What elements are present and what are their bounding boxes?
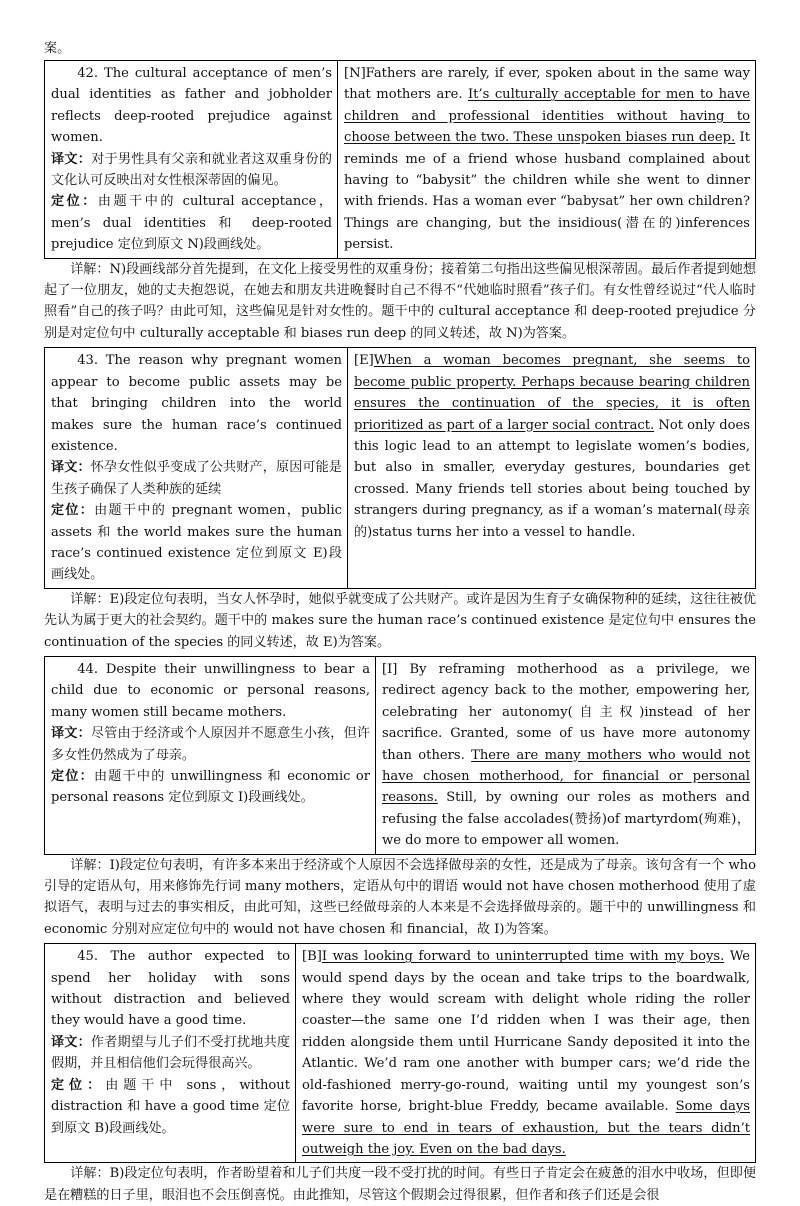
passage-text: [I] By reframing motherhood as a privilege, we redirect agency back to the mother, empowering her, celebrating her autonomy(自主权)instead of her sacrifice. Granted, some of us have more autonomy than others.: [382, 661, 750, 763]
translation-text: 作者期望与儿子们不受打扰地共度假期，并且相信他们会玩得很高兴。: [51, 1034, 291, 1072]
translation-label: 译文：: [51, 460, 91, 476]
question-table-45: [44, 943, 756, 1163]
location-text: 由题干中 sons，without distraction 和 have a good time 定位到原文 B)段画线处。: [51, 1077, 291, 1136]
question-text: 44. Despite their unwillingness to bear a child due to economic or personal reasons, many women still became mothers.: [51, 661, 370, 720]
underlined-passage: It’s culturally acceptable for men to have children and professional identities without having to choose between the two. These unspoken biases run deep.: [344, 87, 750, 146]
question-text: 42. The cultural acceptance of men’s dual identities as father and jobholder reflects deep-rooted prejudice against women.: [51, 66, 332, 146]
location-text: 由题干中的 cultural acceptance，men’s dual identities 和 deep-rooted prejudice 定位到原文 N)段画线处。: [51, 194, 333, 253]
question-cell: [45, 944, 296, 1163]
question-table-43: [44, 347, 756, 588]
passage-text: [N]Fathers are rarely, if ever, spoken about in the same way that mothers are.: [344, 66, 750, 103]
passage-text: Still, by owning our roles as mothers and refusing the false accolades(赞扬)of martyrdom(殉难)， we do more to empower all women.: [382, 790, 750, 849]
location-label: 定位：: [51, 503, 95, 519]
question-cell: [45, 61, 338, 259]
translation-text: 怀孕女性似乎变成了公共财产，原因可能是生孩子确保了人类种族的延续: [51, 460, 343, 497]
underlined-passage: I was looking forward to uninterrupted time with my boys.: [321, 949, 725, 965]
explanation-45: 详解：B)段定位句表明，作者盼望着和儿子们共度一段不受打扰的时间。有些日子肯定会在疲惫的泪水中收场，但即便是在糟糕的日子里，眼泪也不会压倒喜悦。由此推知，尽管这个假期会过得很累，但作者和孩子们还是会很: [44, 1166, 756, 1203]
translation-label: 译文：: [51, 1034, 91, 1050]
explanation-42: 详解：N)段画线部分首先提到，在文化上接受男性的双重身份；接着第二句指出这些偏见根深蒂固。最后作者提到她想起了一位朋友，她的丈夫抱怨说，在她去和朋友共进晚餐时自己不得不“代她临时照看”孩子们。有女性曾经说过“代人临时照看”自己的孩子吗？由此可知，这些偏见是针对女性的。题干中的 cultural acceptance 和 deep-rooted prejudice 分别是对定位句中 culturally acceptable 和 biases run deep 的同义转述，故 N)为答案。: [44, 261, 756, 341]
location-label: 定位：: [51, 194, 98, 210]
question-table-42: [44, 60, 756, 259]
passage-cell: [296, 944, 756, 1163]
location-label: 定位：: [51, 1077, 106, 1093]
location-text: 由题干中的 pregnant women，public assets 和 the world makes sure the human race’s continued existence 定位到原文 E)段画线处。: [51, 503, 343, 583]
translation-label: 译文：: [51, 151, 92, 167]
question-text: 43. The reason why pregnant women appear to become public assets may be that bringing children into the world makes sure the human race’s continued existence.: [51, 353, 342, 454]
translation-text: 尽管由于经济或个人原因并不愿意生小孩，但许多女性仍然成为了母亲。: [51, 726, 371, 763]
translation-text: 对于男性具有父亲和就业者这双重身份的文化认可反映出对女性根深蒂固的偏见。: [51, 151, 333, 189]
passage-text: We would spend days by the ocean and take trips to the boardwalk, where they would scream with delight whole riding the roller coaster—the same one I’d ridden when I was their age, then ridden alongside them until Hurricane Sandy deposited it into the Atlantic. We’d ram one another with bumper cars; we’d ride the old-fashioned merry-go-round, waiting until my youngest son’s favorite horse, bright-blue Freddy, became available.: [302, 949, 751, 1115]
question-table-44: [44, 656, 756, 855]
passage-cell: [338, 61, 756, 259]
passage-text: [B]: [302, 949, 322, 965]
underlined-passage: Some days were sure to end in tears of exhaustion, but the tears didn’t outweigh the joy. Even on the bad days.: [302, 1099, 750, 1157]
passage-text: [E]: [354, 353, 374, 369]
location-text: 由题干中的 unwillingness 和 economic or personal reasons 定位到原文 I)段画线处。: [51, 769, 370, 806]
underlined-passage: There are many mothers who would not have chosen motherhood, for financial or personal reasons.: [382, 747, 750, 806]
explanation-43: 详解：E)段定位句表明，当女人怀孕时，她似乎就变成了公共财产。或许是因为生育子女确保物种的延续，这往往被优先认为属于更大的社会契约。题干中的 makes sure the human race’s continued existence 是定位句中 ensures the continuation of the species 的同义转述，故 E)为答案。: [44, 591, 756, 650]
carryover-text: 案。: [44, 41, 71, 56]
passage-text: It reminds me of a friend whose husband complained about having to “babysit” the children while she went to dinner with friends. Has a woman ever “babysat” her own children? Things are changing, but the insidious(潜在的)inferences persist.: [344, 130, 750, 253]
location-label: 定位：: [51, 769, 94, 784]
question-text: 45. The author expected to spend her holiday with sons without distraction and believed they would have a good time.: [51, 949, 290, 1029]
question-cell: [45, 348, 348, 588]
passage-text: Not only does this logic lead to an attempt to legislate women’s bodies, but also in smaller, everyday gestures, boundaries get crossed. Many friends tell stories about being touched by strangers during pregnancy, as if a woman’s maternal(母亲的)status turns her into a vessel to handle.: [354, 417, 750, 540]
question-cell: [45, 656, 376, 854]
passage-cell: [348, 348, 756, 588]
underlined-passage: When a woman becomes pregnant, she seems to become public property. Perhaps because bearing children ensures the continuation of the species, it is often prioritized as part of a larger social contract.: [354, 353, 750, 433]
translation-label: 译文：: [51, 726, 91, 742]
explanation-44: 详解：I)段定位句表明，有许多本来出于经济或个人原因不会选择做母亲的女性，还是成为了母亲。该句含有一个 who 引导的定语从句，用来修饰先行词 many mothers，定语从句中的谓语 would not have chosen motherhood 使用了虚拟语气，表明与过去的事实相反，由此可知，这些已经做母亲的人本来是不会选择做母亲的。题干中的 unwillingness 和 economic 分别对应定位句中的 would not have chosen 和 financial，故 I)为答案。: [44, 857, 756, 937]
passage-cell: [376, 656, 756, 854]
